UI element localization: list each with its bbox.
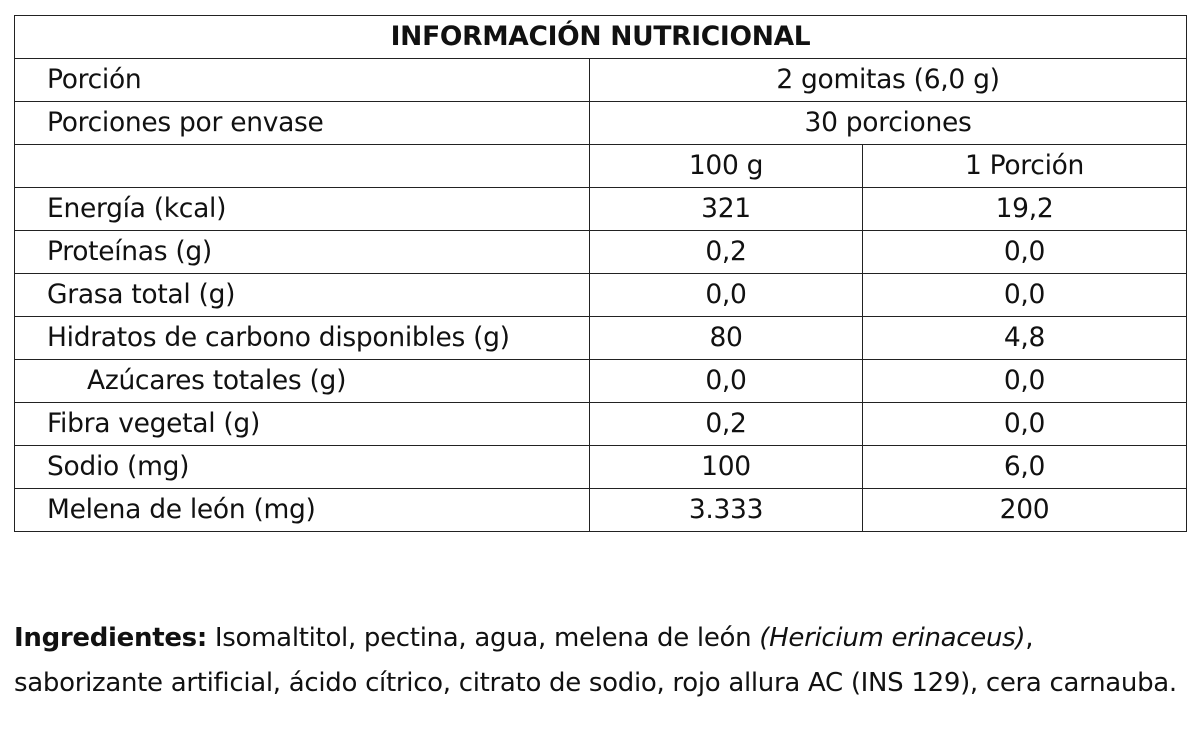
servings-per-container-row xyxy=(15,102,1187,145)
ingredients-text-start: Isomaltitol, pectina, agua, melena de león xyxy=(206,623,760,653)
nutrient-label: Grasa total (g) xyxy=(15,274,590,317)
nutrient-sublabel: Azúcares totales (g) xyxy=(15,360,590,403)
value-per-100g: 3.333 xyxy=(590,489,863,532)
column-header-per-100g: 100 g xyxy=(590,145,863,188)
value-per-serving: 0,0 xyxy=(863,360,1187,403)
nutrient-label: Fibra vegetal (g) xyxy=(15,403,590,446)
value-per-serving: 200 xyxy=(863,489,1187,532)
table-title: INFORMACIÓN NUTRICIONAL xyxy=(15,16,1187,59)
table-row xyxy=(15,231,1187,274)
table-title-row xyxy=(15,16,1187,59)
serving-size-label: Porción xyxy=(15,59,590,102)
table-row xyxy=(15,446,1187,489)
nutrient-label: Melena de león (mg) xyxy=(15,489,590,532)
table-row xyxy=(15,403,1187,446)
serving-size-value: 2 gomitas (6,0 g) xyxy=(590,59,1187,102)
nutrient-label: Sodio (mg) xyxy=(15,446,590,489)
value-per-100g: 100 xyxy=(590,446,863,489)
table-row xyxy=(15,274,1187,317)
column-header-row xyxy=(15,145,1187,188)
value-per-100g: 0,2 xyxy=(590,403,863,446)
ingredients-label: Ingredientes: xyxy=(14,623,207,653)
column-header-per-serving: 1 Porción xyxy=(863,145,1187,188)
nutrient-label: Proteínas (g) xyxy=(15,231,590,274)
value-per-serving: 4,8 xyxy=(863,317,1187,360)
servings-per-container-value: 30 porciones xyxy=(590,102,1187,145)
table-row xyxy=(15,489,1187,532)
value-per-serving: 0,0 xyxy=(863,403,1187,446)
column-header-empty xyxy=(15,145,590,188)
value-per-serving: 6,0 xyxy=(863,446,1187,489)
table-row xyxy=(15,317,1187,360)
value-per-100g: 321 xyxy=(590,188,863,231)
value-per-100g: 0,2 xyxy=(590,231,863,274)
value-per-serving: 19,2 xyxy=(863,188,1187,231)
value-per-100g: 0,0 xyxy=(590,360,863,403)
table-row xyxy=(15,188,1187,231)
value-per-100g: 0,0 xyxy=(590,274,863,317)
value-per-100g: 80 xyxy=(590,317,863,360)
nutrient-label: Energía (kcal) xyxy=(15,188,590,231)
value-per-serving: 0,0 xyxy=(863,274,1187,317)
ingredients-scientific-name: (Hericium erinaceus) xyxy=(759,623,1026,653)
ingredients-text-end: , saborizante artificial, ácido cítrico, citrato de sodio, rojo allura AC (INS 129), cera carnauba. xyxy=(14,623,1177,698)
serving-size-row xyxy=(15,59,1187,102)
servings-per-container-label: Porciones por envase xyxy=(15,102,590,145)
nutrition-facts-table xyxy=(14,15,1187,532)
ingredients-paragraph xyxy=(14,616,1186,706)
table-row xyxy=(15,360,1187,403)
value-per-serving: 0,0 xyxy=(863,231,1187,274)
nutrient-label: Hidratos de carbono disponibles (g) xyxy=(15,317,590,360)
